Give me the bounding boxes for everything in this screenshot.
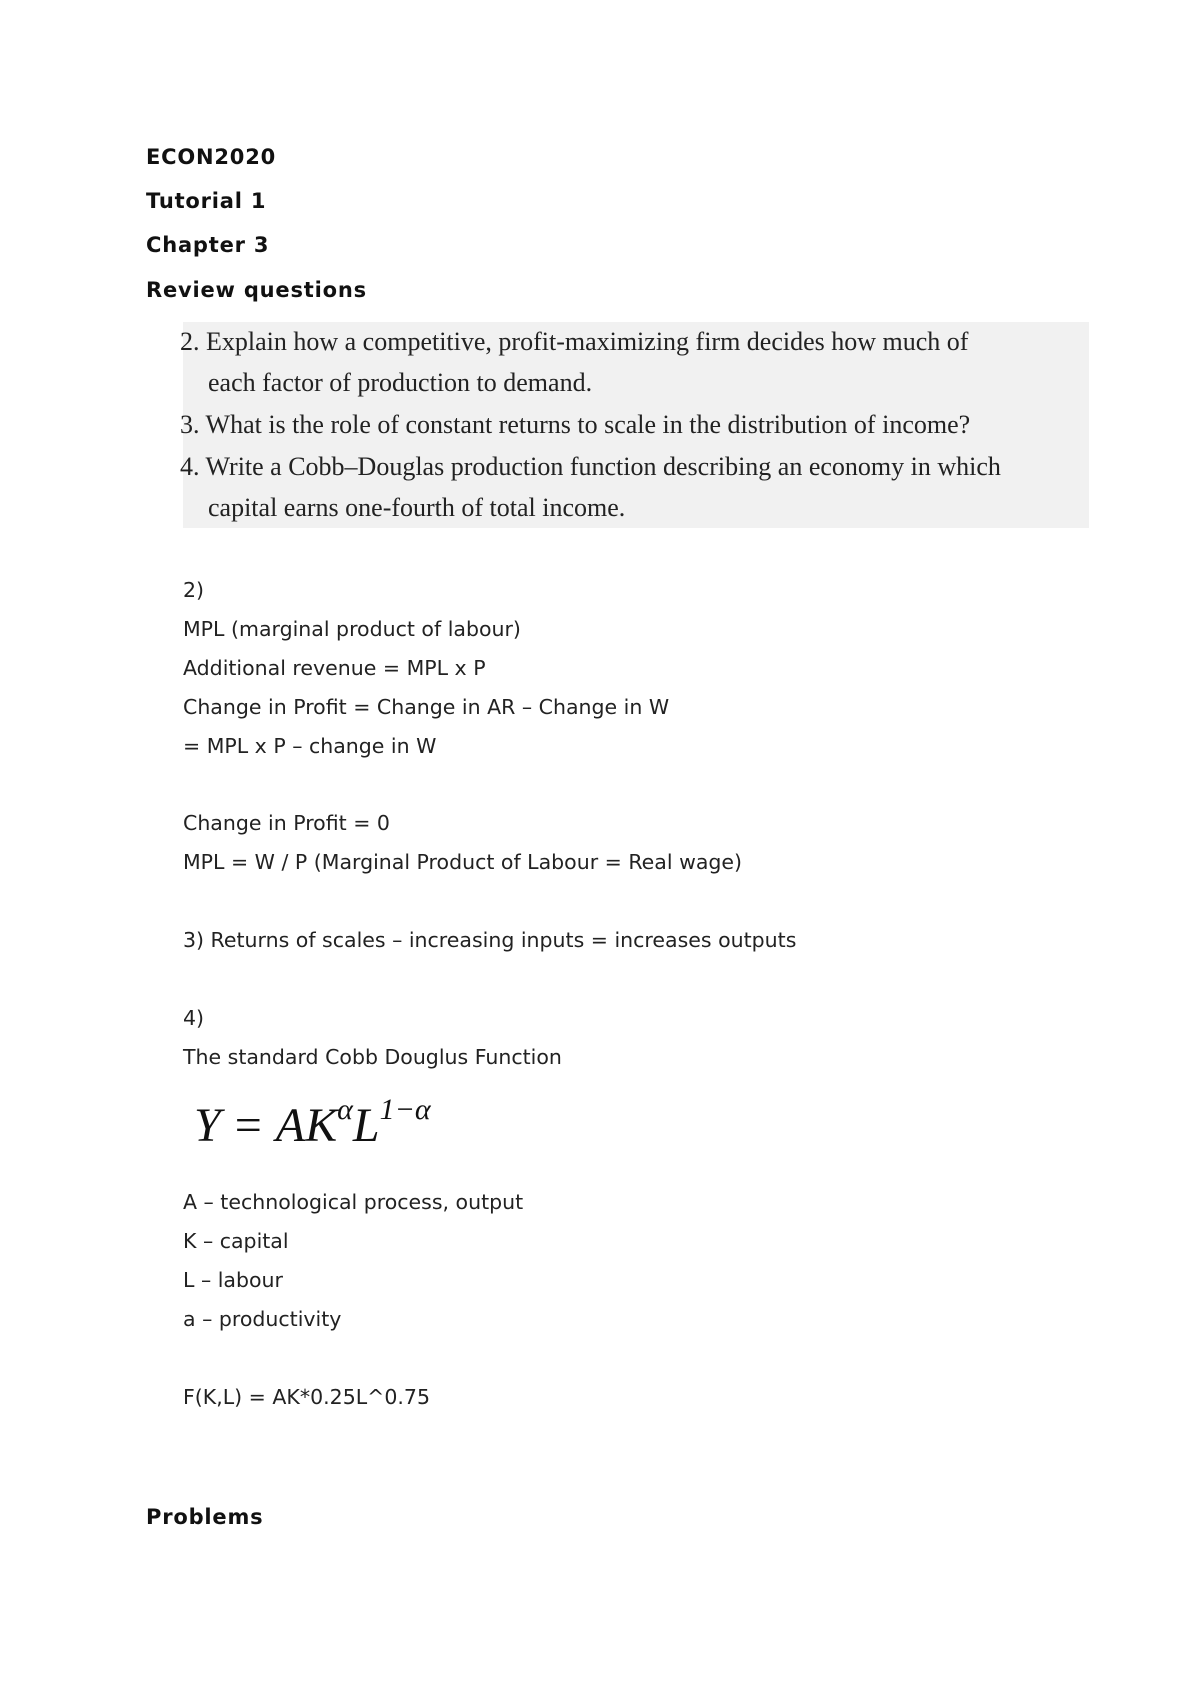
answer-2-line: MPL (marginal product of labour) [183, 617, 521, 641]
answer-2-line: Additional revenue = MPL x P [183, 656, 486, 680]
answer-4-number: 4) [183, 1006, 205, 1030]
definition-line: a – productivity [183, 1307, 342, 1331]
question-4-line-2: capital earns one-fourth of total income. [208, 493, 626, 522]
chapter-title: Chapter 3 [146, 233, 270, 257]
answer-3: 3) Returns of scales – increasing inputs = increases outputs [183, 928, 797, 952]
answer-2-number: 2) [183, 578, 205, 602]
formula-labour-term: L [352, 1099, 380, 1152]
question-2-line-2: each factor of production to demand. [208, 368, 593, 397]
definition-line: A – technological process, output [183, 1190, 524, 1214]
answer-4-result: F(K,L) = AK*0.25L^0.75 [183, 1385, 430, 1409]
answer-2-line: = MPL x P – change in W [183, 734, 437, 758]
formula-capital-term: AK [275, 1099, 338, 1152]
problems-heading: Problems [146, 1505, 264, 1529]
question-4-line-1: 4. Write a Cobb–Douglas production function describing an economy in which [180, 452, 1001, 481]
question-2-line-1: 2. Explain how a competitive, profit-maximizing firm decides how much of [180, 327, 969, 356]
definition-line: K – capital [183, 1229, 289, 1253]
answer-2-line: Change in Profit = 0 [183, 811, 390, 835]
formula-equals: = [234, 1099, 262, 1152]
course-code: ECON2020 [146, 145, 277, 169]
formula-output: Y [194, 1099, 221, 1152]
definition-line: L – labour [183, 1268, 283, 1292]
section-heading: Review questions [146, 278, 367, 302]
tutorial-title: Tutorial 1 [146, 189, 267, 213]
answer-4-intro: The standard Cobb Douglus Function [183, 1045, 562, 1069]
answer-2-line: Change in Profit = Change in AR – Change in W [183, 695, 670, 719]
formula-labour-exponent: 1−α [379, 1093, 431, 1126]
answer-2-line: MPL = W / P (Marginal Product of Labour = Real wage) [183, 850, 743, 874]
formula-alpha-exponent: α [337, 1093, 353, 1126]
question-3: 3. What is the role of constant returns to scale in the distribution of income? [180, 410, 971, 439]
cobb-douglas-formula [194, 1093, 431, 1153]
